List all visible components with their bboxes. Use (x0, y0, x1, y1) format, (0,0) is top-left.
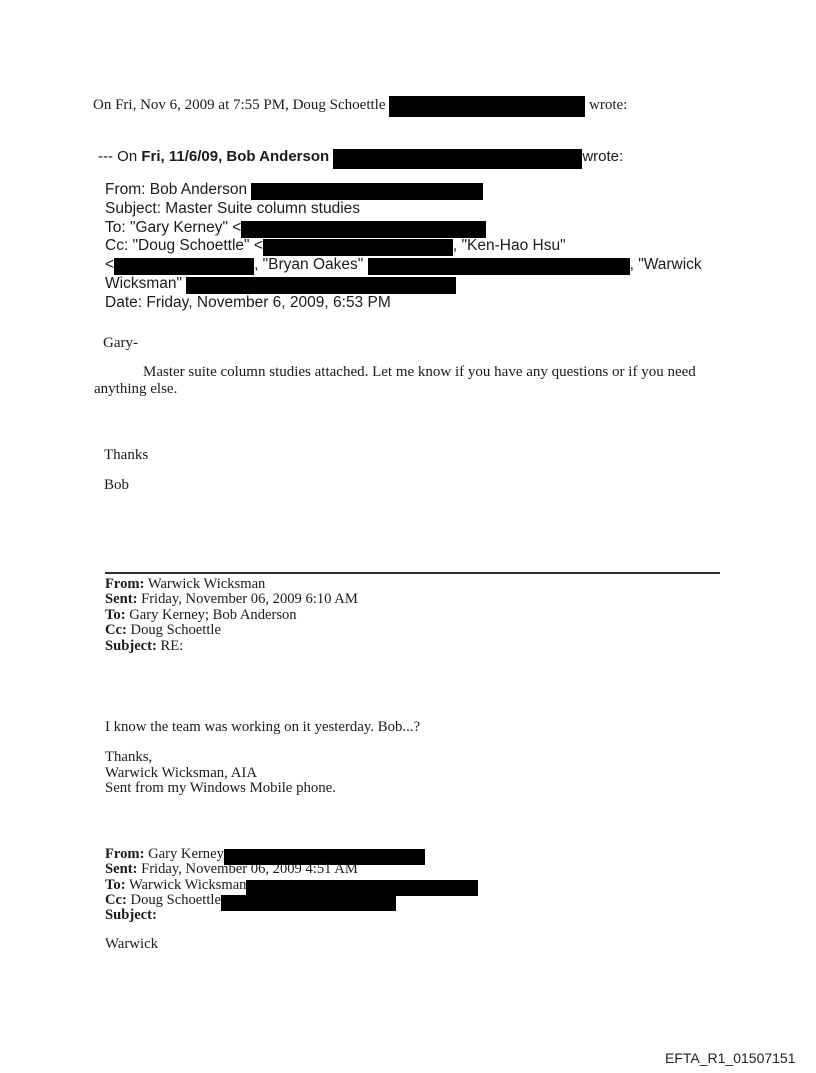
email1-closing (104, 446, 148, 464)
text-run: Doug Schoettle (126, 892, 221, 909)
text-run: , "Bryan Oakes" (254, 256, 368, 274)
redaction-bar (368, 258, 630, 275)
forward-attribution (98, 147, 623, 167)
text-run: Thanks (104, 447, 149, 463)
subject-line (105, 639, 358, 654)
text-run: RE: (156, 637, 184, 654)
closing (104, 446, 148, 464)
text-run: Sent from my Windows Mobile phone. (105, 780, 336, 796)
cc-continuation-line (105, 256, 702, 275)
email-quote-attribution (93, 96, 627, 115)
text-run: I know the team was working on it yesterday. Bob...? (105, 719, 421, 735)
redaction-bar (251, 183, 483, 200)
text-run: Warwick Wicksman, AIA (105, 764, 258, 781)
body-line (94, 364, 696, 381)
cc-continuation-line (105, 275, 702, 294)
redaction-bar (241, 221, 486, 238)
salutation (105, 936, 158, 952)
from-line (105, 181, 702, 200)
bold-text-run: Subject: (105, 907, 157, 924)
email1-signature (104, 476, 129, 494)
email2-signature (105, 750, 336, 797)
cc-line (105, 237, 702, 256)
text-run: < (105, 256, 115, 274)
salutation (103, 334, 138, 352)
text-run: Friday, November 06, 2009 4:51 AM (137, 861, 358, 878)
redaction-bar (186, 277, 456, 294)
to-line (105, 608, 358, 623)
from-line (105, 847, 478, 862)
body-line (105, 719, 420, 735)
text-run: On Fri, Nov 6, 2009 at 7:55 PM, Doug Schoettle (93, 97, 390, 113)
bold-text-run: To: (105, 606, 126, 623)
closing (105, 750, 336, 766)
redaction-bar (389, 96, 585, 117)
text-run: To: "Gary Kerney" < (105, 218, 242, 236)
quote-attribution-line (93, 96, 627, 115)
text-run: Gary Kerney (144, 846, 224, 862)
signature (104, 476, 129, 494)
bold-text-run: From: (105, 576, 145, 592)
cc-line (105, 623, 358, 638)
email2-body (105, 719, 420, 735)
from-line (105, 577, 358, 592)
bold-text-run: Fri, 11/6/09, Bob Anderson (141, 148, 334, 165)
redaction-bar (263, 239, 453, 256)
text-run: , "Ken-Hao Hsu" (452, 237, 566, 255)
subject-line (105, 200, 702, 219)
body-line (94, 381, 696, 398)
text-run: wrote: (585, 97, 628, 113)
text-run: wrote: (582, 148, 624, 165)
date-line (105, 294, 702, 313)
text-run: Gary Kerney; Bob Anderson (125, 606, 297, 623)
text-run: Warwick Wicksman (144, 576, 266, 592)
redaction-bar (114, 258, 254, 275)
bold-text-run: Sent: (105, 591, 138, 608)
redaction-bar (333, 149, 582, 169)
forward-attribution-line (98, 147, 623, 167)
text-run: From: Bob Anderson (105, 181, 252, 198)
text-run: Gary- (103, 335, 138, 351)
bold-text-run: From: (105, 846, 145, 862)
bold-text-run: Sent: (105, 861, 138, 878)
bold-text-run: To: (105, 876, 126, 893)
text-run: Master suite column studies attached. Let me know if you have any questions or if you need (143, 364, 696, 380)
bold-text-run: Cc: (105, 622, 127, 639)
to-line (105, 219, 702, 238)
text-run: anything else. (94, 381, 178, 398)
email1-header (105, 181, 702, 313)
text-run: , "Warwick (629, 256, 702, 274)
text-run: Subject: Master Suite column studies (105, 199, 361, 217)
email3-header (105, 847, 478, 924)
sent-line (105, 592, 358, 607)
email2-header (105, 577, 358, 654)
text-run: Warwick (105, 936, 159, 952)
text-run: Warwick Wicksman (125, 876, 247, 893)
text-run: Doug Schoettle (126, 622, 221, 639)
text-run: Friday, November 06, 2009 6:10 AM (137, 591, 358, 608)
text-run: Thanks, (105, 749, 153, 765)
email1-salutation (103, 334, 138, 352)
text-run: Bob (104, 477, 130, 493)
to-line (105, 878, 478, 893)
section-divider (105, 572, 720, 574)
mobile-signature (105, 781, 336, 797)
text-run: Cc: "Doug Schoettle" < (105, 237, 263, 255)
bold-text-run: Cc: (105, 892, 127, 909)
bates-number: EFTA_R1_01507151 (665, 1050, 796, 1066)
signature (105, 766, 336, 782)
text-run: Wicksman" (105, 274, 187, 292)
redaction-bar (221, 895, 396, 911)
bold-text-run: Subject: (105, 637, 157, 654)
email1-body-paragraph (94, 364, 696, 399)
text-run: Date: Friday, November 6, 2009, 6:53 PM (105, 293, 391, 311)
email3-salutation (105, 936, 158, 952)
text-run: --- On (98, 148, 142, 165)
